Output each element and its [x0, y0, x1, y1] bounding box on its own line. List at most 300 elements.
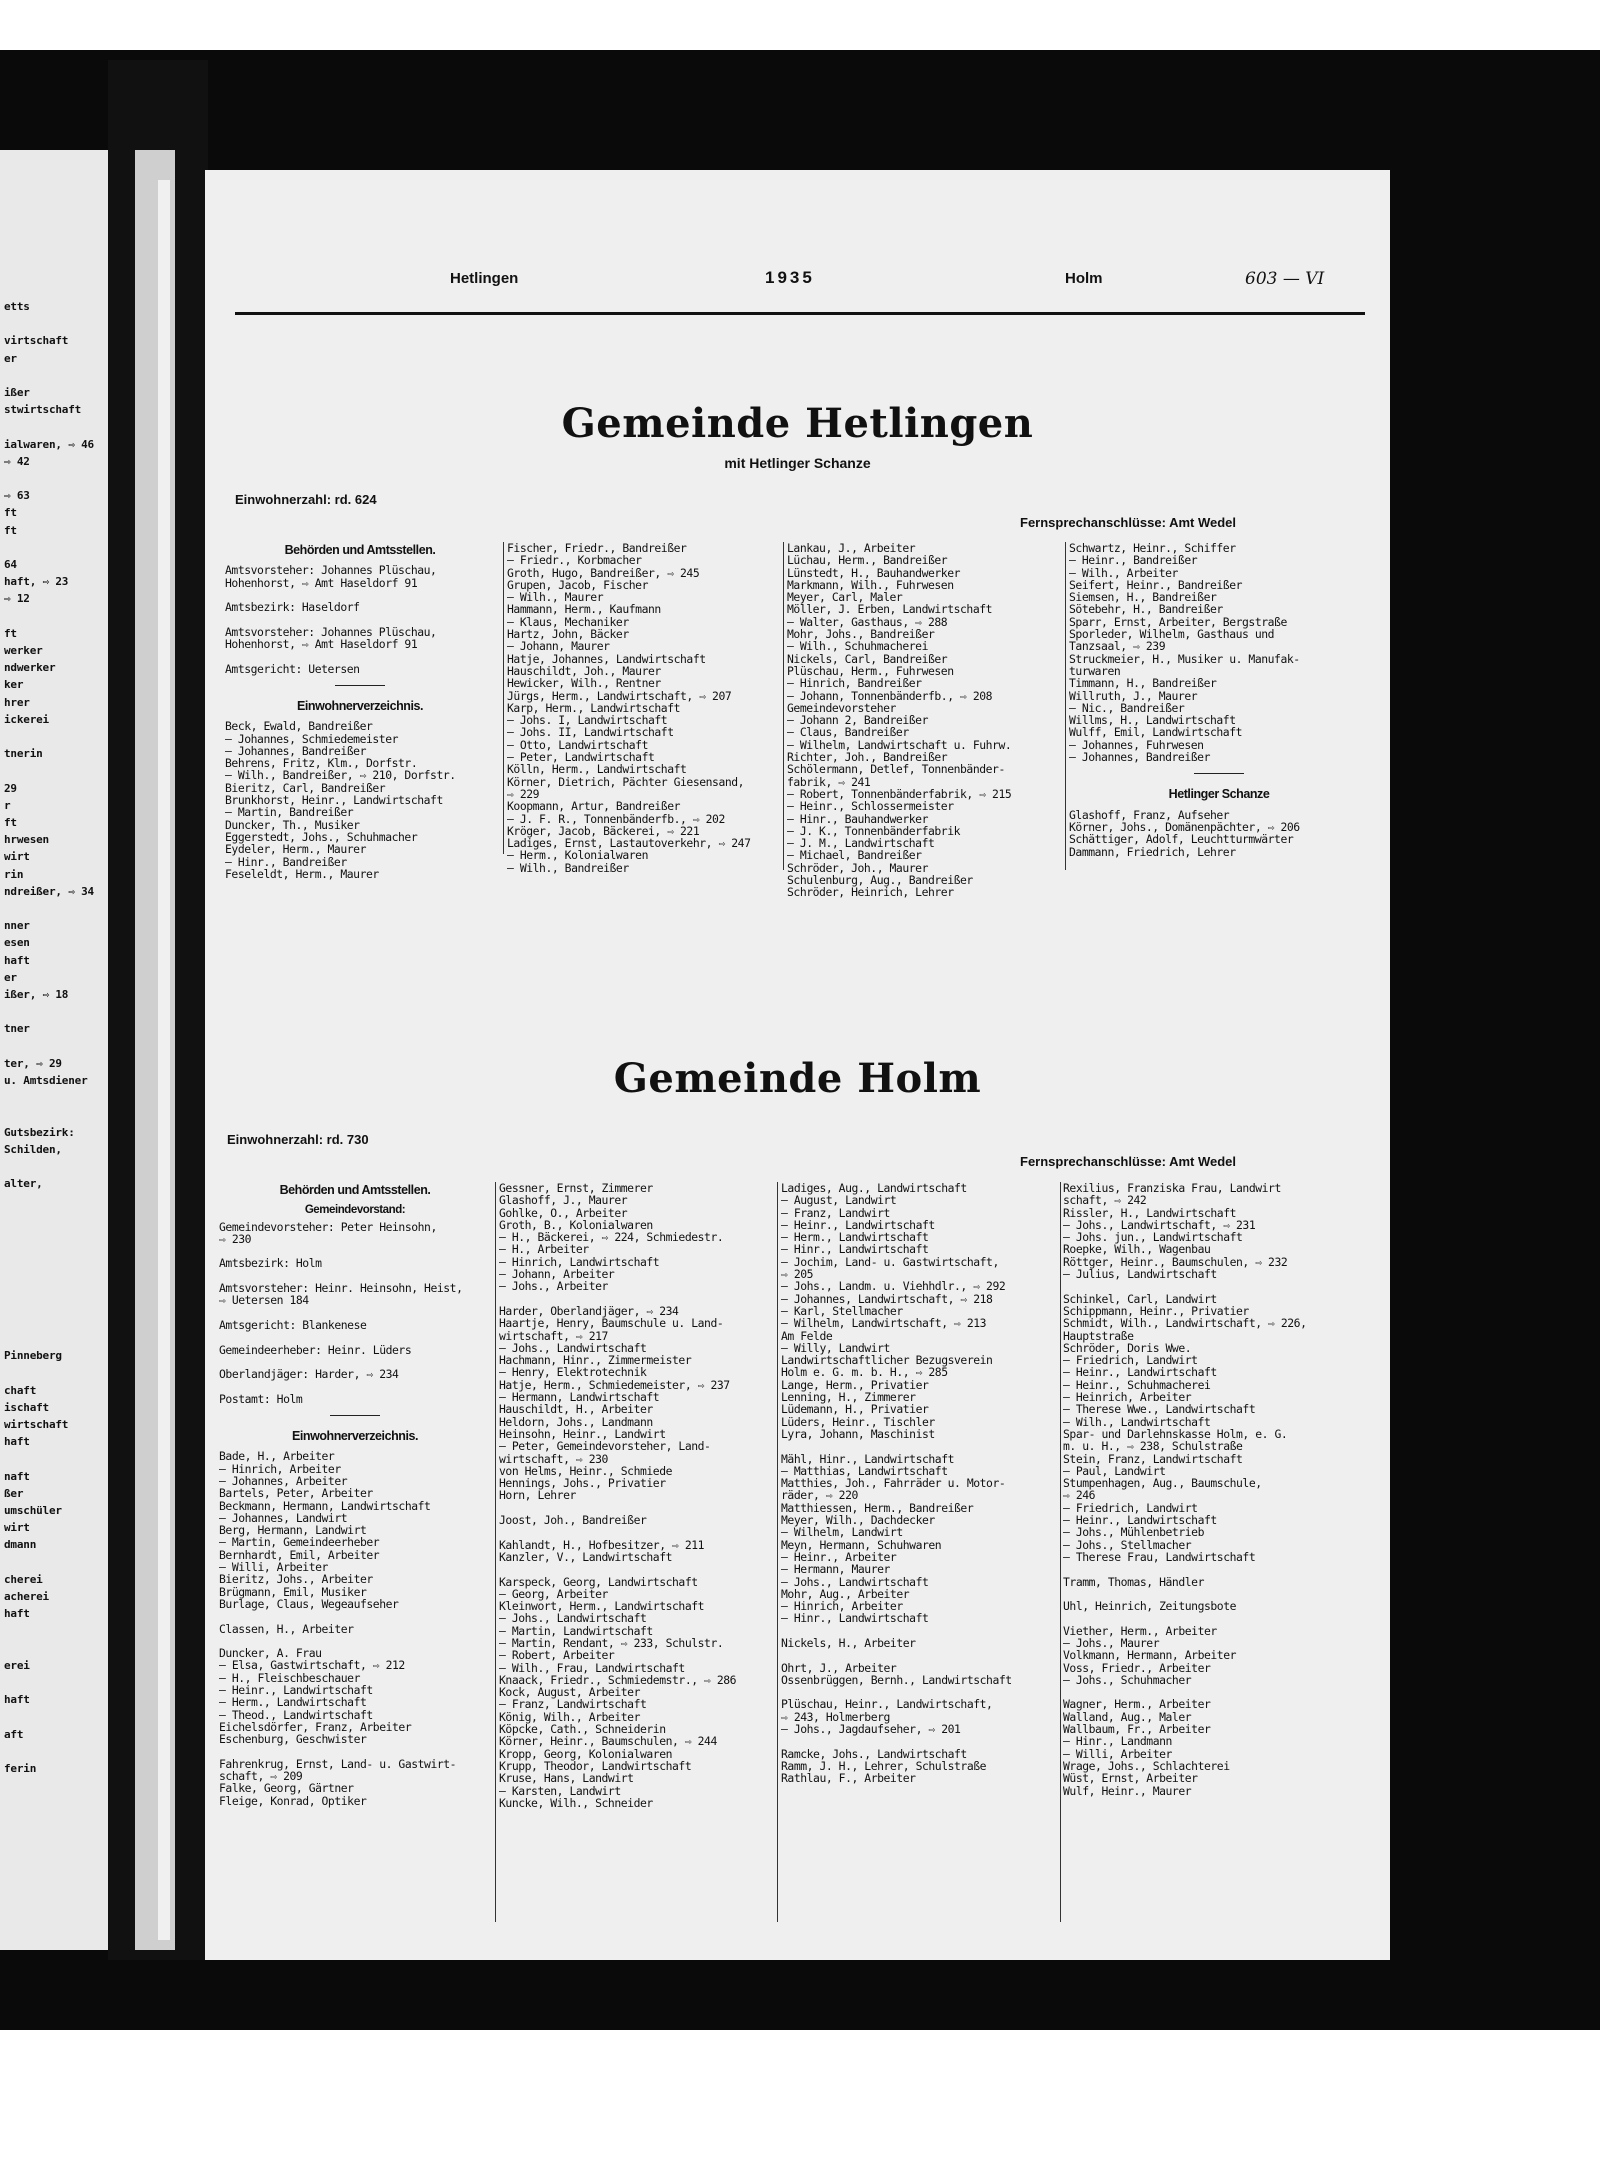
- resident-entry: Lenning, H., Zimmerer: [781, 1390, 916, 1405]
- directory-page: [205, 170, 1390, 1960]
- resident-entry: Seifert, Heinr., Bandreißer: [1069, 577, 1243, 592]
- resident-entry: Spar- und Darlehnskasse Holm, e. G.: [1063, 1426, 1288, 1441]
- resident-entry: Hewicker, Wilh., Rentner: [507, 676, 661, 691]
- hetlingen-col-1: [225, 540, 495, 880]
- resident-entry: — Johannes, Fuhrwesen: [1069, 737, 1204, 752]
- spine-highlight: [158, 180, 170, 1940]
- resident-entry: Stumpenhagen, Aug., Baumschule,: [1063, 1476, 1262, 1491]
- resident-entry: — Johs., Arbeiter: [499, 1279, 608, 1294]
- resident-entry: — Johann 2, Bandreißer: [787, 713, 928, 728]
- resident-entry: Hartz, John, Bäcker: [507, 627, 629, 642]
- resident-entry: Haartje, Henry, Baumschule u. Land-: [499, 1316, 724, 1331]
- left-page-text: hrwesen: [4, 833, 49, 847]
- hetlingen-fernsprech: Fernsprechanschlüsse: Amt Wedel: [1020, 515, 1237, 530]
- left-page-text: ickerei: [4, 712, 49, 726]
- holm-col-2: [499, 1182, 783, 1922]
- authority-entry: Amtsgericht: Blankenese: [219, 1317, 367, 1332]
- resident-entry: Meyn, Hermann, Schuhwaren: [781, 1537, 942, 1552]
- resident-entry: — Hinr., Bandreißer: [225, 854, 347, 869]
- resident-entry: — Robert, Tonnenbänderfabrik, ⇨ 215: [787, 786, 1012, 801]
- left-page-text: ndreißer, ⇨ 34: [4, 884, 94, 898]
- resident-entry: — Karl, Stellmacher: [781, 1303, 903, 1318]
- resident-entry: wirtschaft, ⇨ 230: [499, 1451, 608, 1466]
- resident-entry: Eschenburg, Geschwister: [219, 1732, 367, 1747]
- resident-entry: — Heinr., Bandreißer: [1069, 553, 1198, 568]
- left-page-text: haft: [4, 1607, 30, 1621]
- resident-entry: — Heinr., Landwirtschaft: [781, 1217, 935, 1232]
- resident-entry: — Wilh., Maurer: [507, 590, 604, 605]
- resident-entry: — Martin, Rendant, ⇨ 233, Schulstr.: [499, 1635, 724, 1650]
- resident-entry: — Johannes, Landwirt: [219, 1510, 348, 1525]
- resident-entry: — Michael, Bandreißer: [787, 848, 922, 863]
- header-rule: [235, 312, 1365, 315]
- authority-entry: ⇨ 230: [219, 1231, 252, 1246]
- resident-entry: Schmidt, Wilh., Landwirtschaft, ⇨ 226,: [1063, 1316, 1307, 1331]
- resident-entry: — Hinrich, Landwirtschaft: [499, 1254, 660, 1269]
- resident-entry: Schippmann, Heinr., Privatier: [1063, 1303, 1249, 1318]
- authority-entry: Amtsvorsteher: Johannes Plüschau,: [225, 624, 437, 639]
- left-page-text: ißer, ⇨ 18: [4, 988, 69, 1001]
- resident-entry: Schröder, Joh., Maurer: [787, 860, 928, 875]
- resident-entry: — Willy, Landwirt: [781, 1340, 890, 1355]
- left-page-text: wirt: [4, 850, 30, 864]
- resident-entry: — Herm., Landwirtschaft: [219, 1695, 367, 1710]
- left-page-text: nner: [4, 919, 30, 933]
- left-page-text: haft: [4, 953, 30, 967]
- resident-entry: Karspeck, Georg, Landwirtschaft: [499, 1574, 698, 1589]
- resident-entry: — Heinr., Schuhmacherei: [1063, 1377, 1211, 1392]
- authority-entry: Amtsbezirk: Haseldorf: [225, 600, 360, 615]
- resident-entry: — Klaus, Mechaniker: [507, 614, 629, 629]
- resident-entry: Horn, Lehrer: [499, 1488, 576, 1503]
- resident-entry: — Johannes, Arbeiter: [219, 1473, 348, 1488]
- resident-entry: Mohr, Aug., Arbeiter: [781, 1586, 910, 1601]
- resident-entry: Beck, Ewald, Bandreißer: [225, 719, 373, 734]
- resident-entry: — Hermann, Maurer: [781, 1562, 890, 1577]
- left-page-text: Schilden,: [4, 1142, 62, 1156]
- resident-entry: — Johs., Landm. u. Viehhdlr., ⇨ 292: [781, 1279, 1006, 1294]
- page-number: 603 — VI: [1245, 269, 1325, 289]
- resident-entry: Stein, Franz, Landwirtschaft: [1063, 1451, 1243, 1466]
- resident-entry: — Hinrich, Bandreißer: [787, 676, 922, 691]
- resident-entry: — Willi, Arbeiter: [219, 1560, 328, 1575]
- resident-entry: Hauptstraße: [1063, 1328, 1134, 1343]
- resident-entry: Kuncke, Wilh., Schneider: [499, 1795, 653, 1810]
- resident-entry: Karp, Herm., Landwirtschaft: [507, 700, 681, 715]
- resident-entry: — Wilh., Schuhmacherei: [787, 639, 928, 654]
- resident-entry: Lüdemann, H., Privatier: [781, 1402, 929, 1417]
- hetlinger-schanze-heading: Hetlinger Schanze: [1168, 787, 1270, 802]
- hetlingen-col-3: [787, 541, 1067, 900]
- left-page-text: ter, ⇨ 29: [4, 1056, 62, 1070]
- resident-entry: turwaren: [1069, 663, 1121, 678]
- resident-entry: Berg, Hermann, Landwirt: [219, 1523, 367, 1538]
- resident-entry: — Martin, Gemeindeerheber: [219, 1535, 380, 1550]
- resident-entry: — Therese Wwe., Landwirtschaft: [1063, 1402, 1256, 1417]
- resident-entry: [219, 1745, 491, 1757]
- resident-entry: Duncker, A. Frau: [219, 1646, 322, 1661]
- resident-entry: Schölermann, Detlef, Tonnenbänder-: [787, 762, 1005, 777]
- resident-entry: [781, 1649, 1065, 1661]
- resident-entry: — Jochim, Land- u. Gastwirtschaft,: [781, 1254, 999, 1269]
- resident-entry: Plüschau, Heinr., Landwirtschaft,: [781, 1697, 993, 1712]
- resident-entry: Eydeler, Herm., Maurer: [225, 842, 366, 857]
- resident-entry: — Johs., Landwirtschaft: [499, 1611, 647, 1626]
- resident-entry: — Hinr., Bauhandwerker: [787, 811, 928, 826]
- left-page-text: etts: [4, 300, 30, 313]
- resident-entry: Sötebehr, H., Bandreißer: [1069, 602, 1223, 617]
- authority-entry: [225, 650, 495, 662]
- resident-entry: — Johannes, Bandreißer: [1069, 750, 1210, 765]
- left-page-text: aft: [4, 1727, 24, 1741]
- resident-entry: — Heinr., Landwirtschaft: [219, 1682, 373, 1697]
- resident-entry: Matthiessen, Herm., Bandreißer: [781, 1500, 974, 1515]
- holm-gemeindevorstand-heading: Gemeindevorstand:: [304, 1204, 406, 1217]
- resident-entry: Heldorn, Johs., Landmann: [499, 1414, 653, 1429]
- resident-entry: Eggerstedt, Johs., Schuhmacher: [225, 829, 418, 844]
- authority-entry: Hohenhorst, ⇨ Amt Haseldorf 91: [225, 637, 418, 652]
- resident-entry: Bernhardt, Emil, Arbeiter: [219, 1547, 380, 1562]
- resident-entry: Richter, Joh., Bandreißer: [787, 750, 948, 765]
- authority-entry: Oberlandjäger: Harder, ⇨ 234: [219, 1367, 399, 1382]
- resident-entry: Brunkhorst, Heinr., Landwirtschaft: [225, 793, 443, 808]
- resident-entry: Feseleldt, Herm., Maurer: [225, 866, 379, 881]
- resident-entry: Joost, Joh., Bandreißer: [499, 1513, 647, 1528]
- header-year: 1935: [765, 268, 815, 287]
- resident-entry: Kröger, Jacob, Bäckerei, ⇨ 221: [507, 823, 700, 838]
- resident-entry: — Johs., Maurer: [1063, 1635, 1160, 1650]
- resident-entry: — Johs., Mühlenbetrieb: [1063, 1525, 1204, 1540]
- resident-entry: — Wilh., Landwirtschaft: [1063, 1414, 1211, 1429]
- resident-entry: Classen, H., Arbeiter: [219, 1621, 354, 1636]
- resident-entry: — Therese Frau, Landwirtschaft: [1063, 1549, 1256, 1564]
- resident-entry: — Johann, Tonnenbänderfb., ⇨ 208: [787, 688, 993, 703]
- resident-entry: ⇨ 205: [781, 1267, 814, 1282]
- resident-entry: Volkmann, Hermann, Arbeiter: [1063, 1648, 1237, 1663]
- resident-entry: — Hinrich, Arbeiter: [219, 1461, 341, 1476]
- resident-entry: Lange, Herm., Privatier: [781, 1377, 929, 1392]
- left-page-text: erei: [4, 1658, 30, 1672]
- resident-entry: Willms, H., Landwirtschaft: [1069, 713, 1236, 728]
- resident-entry: — Hinr., Landwirtschaft: [781, 1611, 929, 1626]
- resident-entry: [499, 1563, 783, 1575]
- resident-entry: Bieritz, Carl, Bandreißer: [225, 780, 386, 795]
- resident-entry: Wulff, Emil, Landwirtschaft: [1069, 725, 1243, 740]
- resident-entry: ⇨ 229: [507, 786, 540, 801]
- left-page-text: haft: [4, 1693, 30, 1707]
- resident-entry: Wrage, Johs., Schlachterei: [1063, 1758, 1230, 1773]
- resident-entry: Kleinwort, Herm., Landwirtschaft: [499, 1599, 705, 1614]
- resident-entry: — Nic., Bandreißer: [1069, 700, 1185, 715]
- resident-entry: Ossenbrüggen, Bernh., Landwirtschaft: [781, 1672, 1012, 1687]
- hetlingen-subtitle: mit Hetlinger Schanze: [724, 455, 871, 471]
- resident-entry: Rexilius, Franziska Frau, Landwirt: [1063, 1181, 1281, 1195]
- resident-entry: — Elsa, Gastwirtschaft, ⇨ 212: [219, 1658, 405, 1673]
- left-page-text: ⇨ 42: [4, 454, 30, 468]
- left-page-text: cherei: [4, 1572, 43, 1586]
- resident-entry: Schulenburg, Aug., Bandreißer: [787, 873, 973, 888]
- resident-entry: — Johannes, Bandreißer: [225, 743, 366, 758]
- resident-entry: Struckmeier, H., Musiker u. Manufak-: [1069, 651, 1300, 666]
- left-page-text: tner: [4, 1022, 30, 1036]
- resident-entry: m. u. H., ⇨ 238, Schulstraße: [1063, 1439, 1243, 1454]
- resident-entry: — Johann, Maurer: [507, 639, 610, 654]
- resident-entry: Krupp, Theodor, Landwirtschaft: [499, 1758, 692, 1773]
- resident-entry: Bartels, Peter, Arbeiter: [219, 1486, 373, 1501]
- resident-entry: wirtschaft, ⇨ 217: [499, 1328, 608, 1343]
- resident-entry: Heinsohn, Heinr., Landwirt: [499, 1426, 666, 1441]
- left-page-text: virtschaft: [4, 334, 69, 348]
- resident-entry: — Martin, Landwirtschaft: [499, 1623, 653, 1638]
- resident-entry: Tramm, Thomas, Händler: [1063, 1574, 1204, 1589]
- left-page-text: tnerin: [4, 747, 43, 761]
- hetlingen-col-2: [507, 542, 787, 882]
- resident-entry: ⇨ 243, Holmerberg: [781, 1709, 890, 1724]
- resident-entry: Gessner, Ernst, Zimmerer: [499, 1181, 653, 1195]
- resident-entry: — Franz, Landwirtschaft: [499, 1697, 647, 1712]
- resident-entry: — H., Arbeiter: [499, 1242, 589, 1257]
- resident-entry: Kruse, Hans, Landwirt: [499, 1771, 634, 1786]
- column-rule: [777, 1182, 778, 1922]
- resident-entry: — Johs., Landwirtschaft: [499, 1340, 647, 1355]
- resident-entry: — Johs. I, Landwirtschaft: [507, 713, 668, 728]
- resident-entry: [219, 1610, 491, 1622]
- resident-entry: Markmann, Wilh., Fuhrwesen: [787, 577, 954, 592]
- resident-entry: Kölln, Herm., Landwirtschaft: [507, 762, 687, 777]
- resident-entry: Schinkel, Carl, Landwirt: [1063, 1291, 1217, 1306]
- authority-entry: Amtsvorsteher: Johannes Plüschau,: [225, 563, 437, 578]
- resident-entry: Körner, Heinr., Baumschulen, ⇨ 244: [499, 1734, 717, 1749]
- resident-entry: [1063, 1563, 1373, 1575]
- resident-entry: — Claus, Bandreißer: [787, 725, 909, 740]
- resident-entry: — Franz, Landwirt: [781, 1205, 890, 1220]
- resident-entry: — Wilhelm, Landwirt: [781, 1525, 903, 1540]
- resident-entry: Harder, Oberlandjäger, ⇨ 234: [499, 1303, 679, 1318]
- resident-entry: Groth, B., Kolonialwaren: [499, 1217, 653, 1232]
- resident-entry: — Wilh., Bandreißer, ⇨ 210, Dorfstr.: [225, 768, 456, 783]
- resident-entry: — Johs., Landwirtschaft, ⇨ 231: [1063, 1217, 1256, 1232]
- left-page-text: alter,: [4, 1177, 43, 1191]
- resident-entry: — Johs., Jagdaufseher, ⇨ 201: [781, 1722, 961, 1737]
- left-page-text: ferin: [4, 1762, 37, 1775]
- resident-entry: Burlage, Claus, Wegeaufseher: [219, 1596, 399, 1611]
- resident-entry: Viether, Herm., Arbeiter: [1063, 1623, 1217, 1638]
- resident-entry: Hammann, Herm., Kaufmann: [507, 602, 661, 617]
- resident-entry: Lüchau, Herm., Bandreißer: [787, 553, 948, 568]
- resident-entry: Möller, J. Erben, Landwirtschaft: [787, 602, 993, 617]
- resident-entry: — Hinrich, Arbeiter: [781, 1599, 903, 1614]
- resident-entry: Meyer, Wilh., Dachdecker: [781, 1513, 935, 1528]
- resident-entry: — Wilhelm, Landwirtschaft, ⇨ 213: [781, 1316, 987, 1331]
- resident-entry: Hennings, Johs., Privatier: [499, 1476, 666, 1491]
- resident-entry: Lünstedt, H., Bauhandwerker: [787, 565, 961, 580]
- left-page-text: 64: [4, 558, 17, 571]
- resident-entry: Lankau, J., Arbeiter: [787, 541, 916, 555]
- resident-entry: Sporleder, Wilhelm, Gasthaus und: [1069, 627, 1275, 642]
- resident-entry: Timmann, H., Bandreißer: [1069, 676, 1217, 691]
- resident-entry: — Walter, Gasthaus, ⇨ 288: [787, 614, 948, 629]
- resident-entry: Falke, Georg, Gärtner: [219, 1781, 354, 1796]
- left-page-text: umschüler: [4, 1504, 62, 1517]
- hetlingen-title: Gemeinde Hetlingen: [561, 400, 1034, 447]
- resident-entry: Ladiges, Ernst, Lastautoverkehr, ⇨ 247: [507, 836, 751, 851]
- resident-entry: Kock, August, Arbeiter: [499, 1685, 640, 1700]
- resident-entry: [499, 1526, 783, 1538]
- resident-entry: Willruth, J., Maurer: [1069, 688, 1198, 703]
- resident-entry: Wulf, Heinr., Maurer: [1063, 1783, 1192, 1798]
- authority-entry: [219, 1331, 491, 1343]
- resident-entry: — Peter, Gemeindevorsteher, Land-: [499, 1439, 711, 1454]
- resident-entry: — Heinrich, Arbeiter: [1063, 1390, 1192, 1405]
- resident-entry: Matthies, Joh., Fahrräder u. Motor-: [781, 1476, 1006, 1491]
- resident-entry: Roepke, Wilh., Wagenbau: [1063, 1242, 1211, 1257]
- left-page-text: wirtschaft: [4, 1418, 69, 1431]
- resident-entry: — Hermann, Landwirtschaft: [499, 1390, 660, 1405]
- resident-entry: — Martin, Bandreißer: [225, 805, 354, 820]
- resident-entry: — Henry, Elektrotechnik: [499, 1365, 647, 1380]
- column-rule: [1060, 1182, 1061, 1922]
- left-page-text: ißer: [4, 386, 30, 399]
- left-page-text: ft: [4, 523, 17, 537]
- resident-entry: Knaack, Friedr., Schmiedemstr., ⇨ 286: [499, 1672, 737, 1687]
- holm-col-4: [1063, 1182, 1373, 1922]
- resident-entry: von Helms, Heinr., Schmiede: [499, 1463, 673, 1478]
- resident-entry: Schättiger, Adolf, Leuchtturmwärter: [1069, 832, 1294, 847]
- resident-entry: Brügmann, Emil, Musiker: [219, 1584, 367, 1599]
- resident-entry: Bade, H., Arbeiter: [219, 1449, 335, 1464]
- resident-entry: — Paul, Landwirt: [1063, 1463, 1166, 1478]
- resident-entry: Schröder, Heinrich, Lehrer: [787, 885, 954, 900]
- resident-entry: Wallbaum, Fr., Arbeiter: [1063, 1722, 1211, 1737]
- left-page-text: esen: [4, 936, 30, 950]
- resident-entry: Nickels, Carl, Bandreißer: [787, 651, 948, 666]
- left-page-text: ialwaren, ⇨ 46: [4, 437, 94, 451]
- resident-entry: Körner, Dietrich, Pächter Giesensand,: [507, 774, 745, 789]
- resident-entry: — Wilh., Arbeiter: [1069, 565, 1178, 580]
- left-page-text: ⇨ 63: [4, 489, 30, 503]
- resident-entry: Lüders, Heinr., Tischler: [781, 1414, 935, 1429]
- resident-entry: Köpcke, Cath., Schneiderin: [499, 1722, 666, 1737]
- resident-entry: Fischer, Friedr., Bandreißer: [507, 541, 687, 555]
- resident-entry: Groth, Hugo, Bandreißer, ⇨ 245: [507, 565, 700, 580]
- resident-entry: Hauschildt, H., Arbeiter: [499, 1402, 653, 1417]
- resident-entry: Behrens, Fritz, Klm., Dorfstr.: [225, 756, 418, 771]
- column-rule: [1065, 542, 1066, 870]
- left-page-text: werker: [4, 644, 43, 657]
- resident-entry: Landwirtschaftlicher Bezugsverein: [781, 1353, 993, 1368]
- resident-entry: — Johannes, Landwirtschaft, ⇨ 218: [781, 1291, 993, 1306]
- resident-entry: — J. M., Landwirtschaft: [787, 836, 935, 851]
- left-page-fragment: [0, 150, 108, 1950]
- resident-entry: — Matthias, Landwirtschaft: [781, 1463, 948, 1478]
- holm-title: Gemeinde Holm: [613, 1055, 982, 1102]
- resident-entry: fabrik, ⇨ 241: [787, 774, 871, 789]
- resident-entry: — Otto, Landwirtschaft: [507, 737, 648, 752]
- left-page-text: ischaft: [4, 1400, 49, 1414]
- resident-entry: — H., Fleischbeschauer: [219, 1670, 360, 1685]
- resident-entry: — Johann, Arbeiter: [499, 1267, 615, 1282]
- resident-entry: ⇨ 246: [1063, 1488, 1096, 1503]
- resident-entry: Gemeindevorsteher: [787, 700, 896, 715]
- resident-entry: räder, ⇨ 220: [781, 1488, 858, 1503]
- resident-entry: Mohr, Johs., Bandreißer: [787, 627, 935, 642]
- left-page-text: ft: [4, 506, 17, 520]
- resident-entry: Bieritz, Johs., Arbeiter: [219, 1572, 373, 1587]
- column-rule: [503, 542, 504, 854]
- resident-entry: Jürgs, Herm., Landwirtschaft, ⇨ 207: [507, 688, 732, 703]
- left-page-text: haft, ⇨ 23: [4, 575, 69, 589]
- left-page-text: ⇨ 12: [4, 592, 30, 606]
- resident-entry: Wüst, Ernst, Arbeiter: [1063, 1771, 1198, 1786]
- resident-entry: Rissler, H., Landwirtschaft: [1063, 1205, 1237, 1220]
- left-page-text: 29: [4, 781, 17, 795]
- holm-behoerden-heading: Behörden und Amtsstellen.: [279, 1183, 431, 1197]
- holm-einwohnerzahl: Einwohnerzahl: rd. 730: [227, 1132, 369, 1147]
- resident-entry: — Friedrich, Landwirt: [1063, 1353, 1198, 1368]
- resident-entry: — Peter, Landwirtschaft: [507, 750, 655, 765]
- column-rule: [495, 1182, 496, 1922]
- left-page-text: ft: [4, 816, 17, 829]
- hetlingen-col-4: [1069, 542, 1369, 882]
- resident-entry: — Johs., Stellmacher: [1063, 1537, 1192, 1552]
- resident-entry: Ramcke, Johs., Landwirtschaft: [781, 1746, 967, 1761]
- resident-entry: Wagner, Herm., Arbeiter: [1063, 1697, 1211, 1712]
- resident-entry: Hatje, Herm., Schmiedemeister, ⇨ 237: [499, 1377, 730, 1392]
- header-right: Holm: [1065, 270, 1103, 287]
- left-page-text: wirt: [4, 1521, 30, 1535]
- resident-entry: Duncker, Th., Musiker: [225, 817, 360, 832]
- resident-entry: — August, Landwirt: [781, 1193, 897, 1208]
- resident-entry: Siemsen, H., Bandreißer: [1069, 590, 1217, 605]
- resident-entry: Sparr, Ernst, Arbeiter, Bergstraße: [1069, 614, 1287, 629]
- left-page-text: ndwerker: [4, 661, 56, 675]
- resident-entry: Kropp, Georg, Kolonialwaren: [499, 1746, 673, 1761]
- separator: [335, 685, 385, 686]
- resident-entry: — Herm., Landwirtschaft: [781, 1230, 929, 1245]
- resident-entry: — Heinr., Landwirtschaft: [1063, 1513, 1217, 1528]
- resident-entry: Glashoff, J., Maurer: [499, 1193, 628, 1208]
- resident-entry: Grupen, Jacob, Fischer: [507, 577, 648, 592]
- resident-entry: Eichelsdörfer, Franz, Arbeiter: [219, 1719, 412, 1734]
- resident-entry: [781, 1735, 1065, 1747]
- authority-entry: Amtsvorsteher: Heinr. Heinsohn, Heist,: [219, 1281, 463, 1296]
- resident-entry: — Theod., Landwirtschaft: [219, 1707, 373, 1722]
- resident-entry: — Johs., Landwirtschaft: [781, 1574, 929, 1589]
- authority-entry: Amtsbezirk: Holm: [219, 1256, 322, 1271]
- left-page-text: u. Amtsdiener: [4, 1074, 88, 1087]
- resident-entry: Nickels, H., Arbeiter: [781, 1635, 916, 1650]
- resident-entry: Glashoff, Franz, Aufseher: [1069, 807, 1230, 822]
- resident-entry: Mähl, Hinr., Landwirtschaft: [781, 1451, 955, 1466]
- resident-entry: — Friedrich, Landwirt: [1063, 1500, 1198, 1515]
- holm-einwohner-heading: Einwohnerverzeichnis.: [291, 1429, 418, 1444]
- hetlingen-einwohner-heading: Einwohnerverzeichnis.: [296, 698, 423, 713]
- authority-entry: [225, 613, 495, 625]
- left-page-text: Pinneberg: [4, 1349, 62, 1363]
- resident-entry: Hachmann, Hinr., Zimmermeister: [499, 1353, 692, 1368]
- resident-entry: Kahlandt, H., Hofbesitzer, ⇨ 211: [499, 1537, 705, 1552]
- left-page-text: naft: [4, 1469, 30, 1483]
- resident-entry: Rathlau, F., Arbeiter: [781, 1771, 916, 1786]
- authority-entry: [219, 1380, 491, 1392]
- resident-entry: Röttger, Heinr., Baumschulen, ⇨ 232: [1063, 1254, 1288, 1269]
- resident-entry: Schwartz, Heinr., Schiffer: [1069, 541, 1236, 555]
- separator: [1194, 773, 1244, 774]
- column-rule: [783, 542, 784, 870]
- resident-entry: Gohlke, O., Arbeiter: [499, 1205, 628, 1220]
- resident-entry: [781, 1440, 1065, 1452]
- resident-entry: — Heinr., Landwirtschaft: [1063, 1365, 1217, 1380]
